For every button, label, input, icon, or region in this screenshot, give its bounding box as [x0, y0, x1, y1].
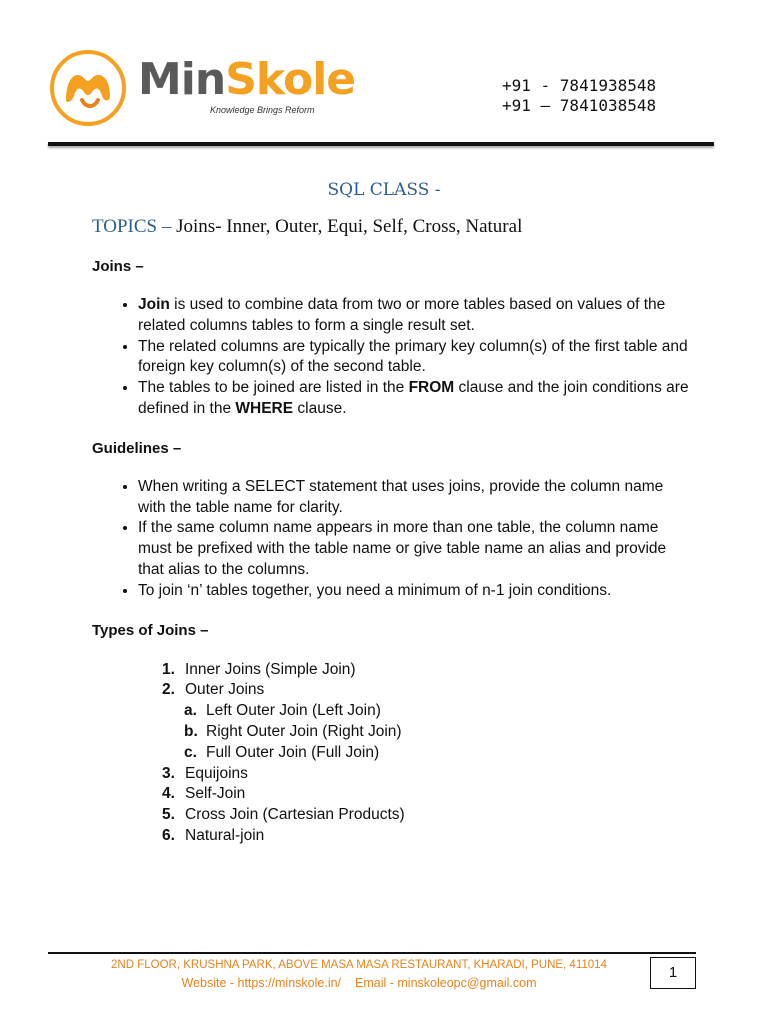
list-letter: c. [184, 743, 197, 761]
list-item-text: Left Outer Join (Left Join) [206, 702, 381, 720]
list-number: 6. [162, 826, 175, 844]
list-item [184, 722, 692, 743]
minskole-logo-icon [48, 48, 128, 128]
list-item [162, 680, 692, 763]
list-item-text: Outer Joins [185, 681, 265, 699]
topics-label: TOPICS – [92, 216, 177, 237]
list-item-text: The tables to be joined are listed in the [138, 379, 409, 397]
document-body [92, 180, 692, 847]
list-number: 5. [162, 806, 175, 824]
brand-tagline: Knowledge Brings Reform [210, 105, 315, 115]
page-number: 1 [650, 957, 696, 989]
email-link[interactable]: Email - minskoleopc@gmail.com [355, 976, 537, 990]
list-item [138, 378, 692, 420]
list-number: 3. [162, 764, 175, 782]
joins-list [92, 295, 692, 420]
list-item: • The related columns are typically the primary key column(s) of the first table and foreign key column(s) of the second table. [138, 337, 692, 379]
brand-name-suffix: Skole [225, 54, 356, 105]
list-number: 4. [162, 785, 175, 803]
document-title: SQL CLASS - [327, 180, 441, 200]
website-link[interactable]: Website - https://minskole.in/ [181, 976, 342, 990]
guidelines-heading: Guidelines – [92, 439, 182, 457]
outer-joins-sublist [162, 701, 692, 763]
brand [138, 54, 356, 115]
brand-name-prefix: Min [138, 54, 226, 105]
footer-divider [48, 952, 696, 954]
list-item [138, 295, 692, 337]
header-divider [48, 142, 714, 146]
phone-number-2: +91 – 7841038548 [502, 96, 657, 115]
list-item [162, 660, 692, 681]
topics-line [92, 216, 692, 238]
join-types-list [92, 660, 692, 847]
topics-text: Joins- Inner, Outer, Equi, Self, Cross, Natural [176, 216, 523, 237]
list-item-text: clause and the join conditions are defined in the [138, 379, 689, 417]
joins-heading: Joins – [92, 258, 144, 275]
list-item-text: Cross Join (Cartesian Products) [185, 806, 405, 824]
list-item-text: clause. [293, 399, 347, 417]
list-number: 1. [162, 660, 175, 678]
list-item-text: Inner Joins (Simple Join) [185, 660, 356, 678]
list-letter: b. [184, 722, 198, 740]
phone-number-1: +91 - 7841938548 [502, 76, 657, 95]
join-term: Join [138, 296, 170, 313]
list-item [162, 764, 692, 785]
brand-name [138, 56, 355, 104]
phone-numbers [502, 76, 656, 116]
list-item-text: Self-Join [185, 785, 246, 803]
types-heading: Types of Joins – [92, 621, 209, 639]
where-keyword: WHERE [235, 399, 294, 417]
list-letter: a. [184, 702, 197, 720]
list-number: 2. [162, 681, 175, 699]
list-item-text: Right Outer Join (Right Join) [206, 722, 402, 740]
list-item-text: Full Outer Join (Full Join) [206, 743, 380, 761]
footer-address: 2ND FLOOR, KRUSHNA PARK, ABOVE MASA MASA RESTAURANT, KHARADI, PUNE, 411014 [111, 959, 607, 971]
list-item [184, 701, 692, 722]
list-item-text: Natural-join [185, 826, 265, 844]
list-item [184, 743, 692, 764]
list-item: • To join ‘n’ tables together, you need a minimum of n-1 join conditions. [138, 581, 692, 602]
list-item [162, 784, 692, 805]
from-keyword: FROM [408, 379, 455, 397]
guidelines-list [92, 477, 692, 602]
page-header [0, 0, 768, 150]
list-item: • If the same column name appears in more than one table, the column name must be prefixed with the table name or give table name an alias and provide that alias to the columns. [138, 518, 692, 580]
footer-contact [48, 976, 670, 990]
list-item: • When writing a SELECT statement that uses joins, provide the column name with the table name for clarity. [138, 477, 692, 519]
list-item-text: is used to combine data from two or more tables based on values of the related columns tables to form a single result set. [138, 296, 666, 334]
list-item [162, 826, 692, 847]
list-item [162, 805, 692, 826]
list-item-text: Equijoins [185, 764, 248, 782]
